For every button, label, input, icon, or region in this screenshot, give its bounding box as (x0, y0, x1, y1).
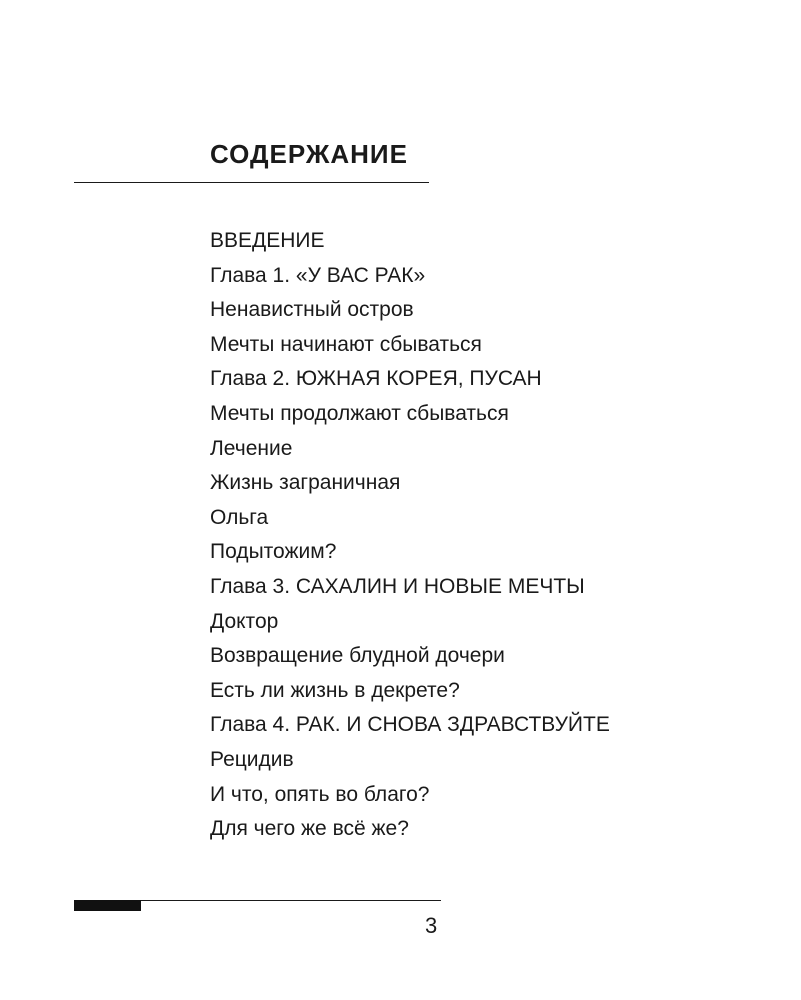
footer-bar-marker (74, 900, 141, 911)
toc-item: Для чего же всё же? (210, 817, 409, 841)
toc-item: Ненавистный остров (210, 298, 414, 322)
toc-item: Жизнь заграничная (210, 471, 401, 495)
toc-item: ВВЕДЕНИЕ (210, 229, 325, 252)
toc-item: Лечение (210, 436, 293, 460)
toc-item: Подытожим? (210, 540, 337, 564)
toc-item: И что, опять во благо? (210, 782, 430, 806)
title-divider (74, 182, 429, 183)
toc-item: Рецидив (210, 747, 294, 771)
toc-item: Глава 4. РАК. И СНОВА ЗДРАВСТВУЙТЕ (210, 713, 610, 737)
toc-item: Глава 2. ЮЖНАЯ КОРЕЯ, ПУСАН (210, 367, 542, 391)
table-of-contents (210, 224, 610, 847)
page-title: СОДЕРЖАНИЕ (210, 139, 408, 169)
toc-item: Доктор (210, 609, 279, 633)
toc-item: Возвращение блудной дочери (210, 644, 505, 668)
toc-item: Глава 3. САХАЛИН И НОВЫЕ МЕЧТЫ (210, 574, 585, 598)
page-number: 3 (425, 913, 438, 938)
toc-item: Мечты продолжают сбываться (210, 401, 509, 425)
toc-item: Глава 1. «У ВАС РАК» (210, 263, 426, 287)
toc-item: Есть ли жизнь в декрете? (210, 678, 460, 702)
toc-item: Мечты начинают сбываться (210, 332, 482, 356)
toc-item: Ольга (210, 505, 269, 529)
